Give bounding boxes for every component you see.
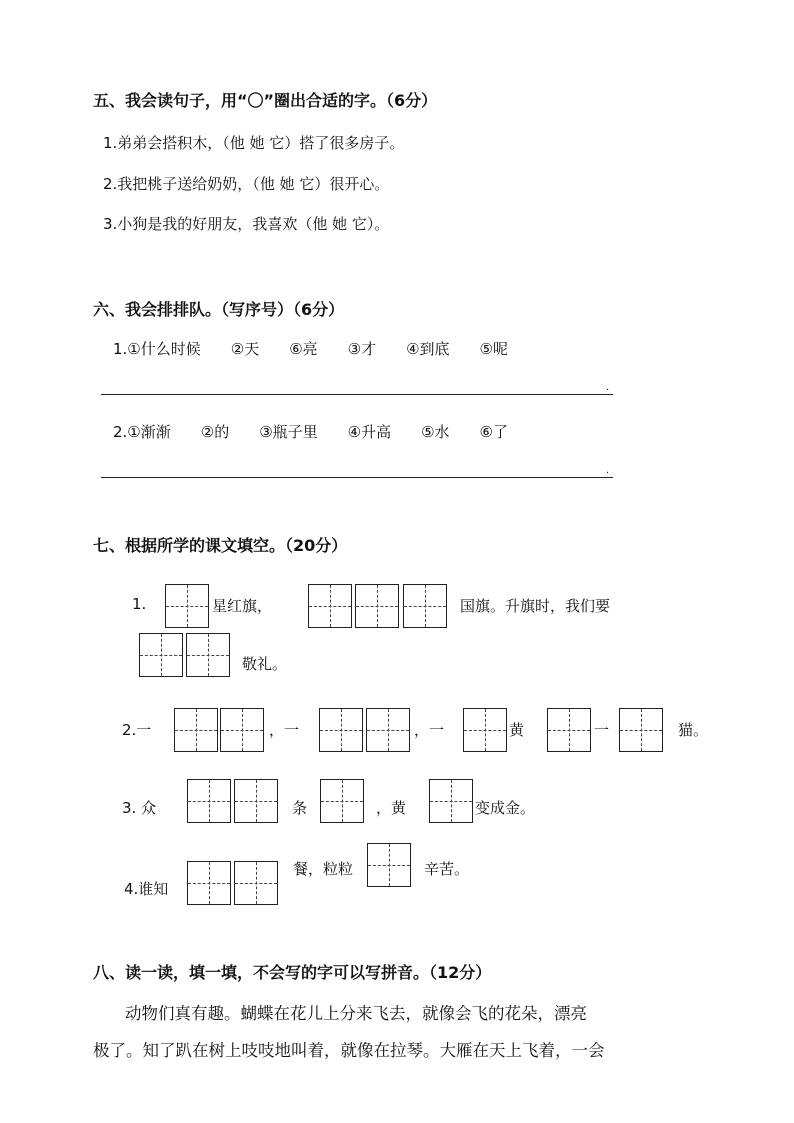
writing-box[interactable] xyxy=(220,708,264,752)
s7-q2-text-e: 猫。 xyxy=(678,721,709,739)
writing-box[interactable] xyxy=(186,633,230,677)
s7-q3-text-a: 条 xyxy=(292,799,308,817)
section-8-title: 八、读一读，填一填，不会写的字可以写拼音。（12分） xyxy=(93,963,492,982)
s7-q1-text-c: 敬礼。 xyxy=(242,655,288,673)
writing-box[interactable] xyxy=(366,708,410,752)
writing-box[interactable] xyxy=(234,779,278,823)
s7-q2-text-b: ，一 xyxy=(414,721,445,739)
writing-box[interactable] xyxy=(187,861,231,905)
answer-line-2[interactable] xyxy=(101,477,613,478)
writing-box[interactable] xyxy=(139,633,183,677)
s7-q3-text-c: 变成金。 xyxy=(475,799,536,817)
section-6-title: 六、我会排排队。（写序号）（6分） xyxy=(93,300,345,319)
line-end-dot: . xyxy=(606,382,610,393)
s7-q1-text-a: 星红旗， xyxy=(212,597,273,615)
writing-box[interactable] xyxy=(429,779,473,823)
section-7-title: 七、根据所学的课文填空。（20分） xyxy=(93,536,348,555)
s5-item-2: 2.我把桃子送给奶奶，（他 她 它）很开心。 xyxy=(103,175,390,193)
passage-line-2: 极了。知了趴在树上吱吱地叫着，就像在拉琴。大雁在天上飞着，一会 xyxy=(93,1041,605,1060)
s7-q3-number: 3. 众 xyxy=(122,799,157,817)
writing-box[interactable] xyxy=(308,584,352,628)
writing-box[interactable] xyxy=(165,584,209,628)
s5-item-1: 1.弟弟会搭积木，（他 她 它）搭了很多房子。 xyxy=(103,134,405,152)
line-end-dot: . xyxy=(606,465,610,476)
s7-q2-number: 2.一 xyxy=(122,721,152,739)
writing-box[interactable] xyxy=(403,584,447,628)
writing-box[interactable] xyxy=(355,584,399,628)
writing-box[interactable] xyxy=(174,708,218,752)
s7-q2-text-a: ，一 xyxy=(269,721,300,739)
s7-q1-text-b: 国旗。升旗时，我们要 xyxy=(460,597,611,615)
s7-q4-text-a: 餐，粒粒 xyxy=(293,860,354,878)
writing-box[interactable] xyxy=(367,843,411,887)
s7-q4-number: 4.谁知 xyxy=(124,880,169,898)
s6-question-1: 1.①什么时候 ②天 ⑥亮 ③才 ④到底 ⑤呢 xyxy=(113,340,508,358)
s7-q1-number: 1. xyxy=(132,595,147,613)
s6-question-2: 2.①渐渐 ②的 ③瓶子里 ④升高 ⑤水 ⑥了 xyxy=(113,423,508,441)
writing-box[interactable] xyxy=(234,861,278,905)
passage-line-1: 动物们真有趣。蝴蝶在花儿上分来飞去，就像会飞的花朵，漂亮 xyxy=(125,1004,587,1023)
writing-box[interactable] xyxy=(187,779,231,823)
writing-box[interactable] xyxy=(547,708,591,752)
answer-line-1[interactable] xyxy=(101,394,613,395)
writing-box[interactable] xyxy=(463,708,507,752)
writing-box[interactable] xyxy=(320,779,364,823)
s7-q3-text-b: ，黄 xyxy=(376,799,407,817)
s7-q4-text-b: 辛苦。 xyxy=(424,860,470,878)
section-5-title: 五、我会读句子，用“〇”圈出合适的字。（6分） xyxy=(93,91,438,110)
s7-q2-text-d: 一 xyxy=(594,721,610,739)
s5-item-3: 3.小狗是我的好朋友，我喜欢（他 她 它）。 xyxy=(103,215,390,233)
s7-q2-text-c: 黄 xyxy=(509,721,525,739)
writing-box[interactable] xyxy=(619,708,663,752)
writing-box[interactable] xyxy=(319,708,363,752)
